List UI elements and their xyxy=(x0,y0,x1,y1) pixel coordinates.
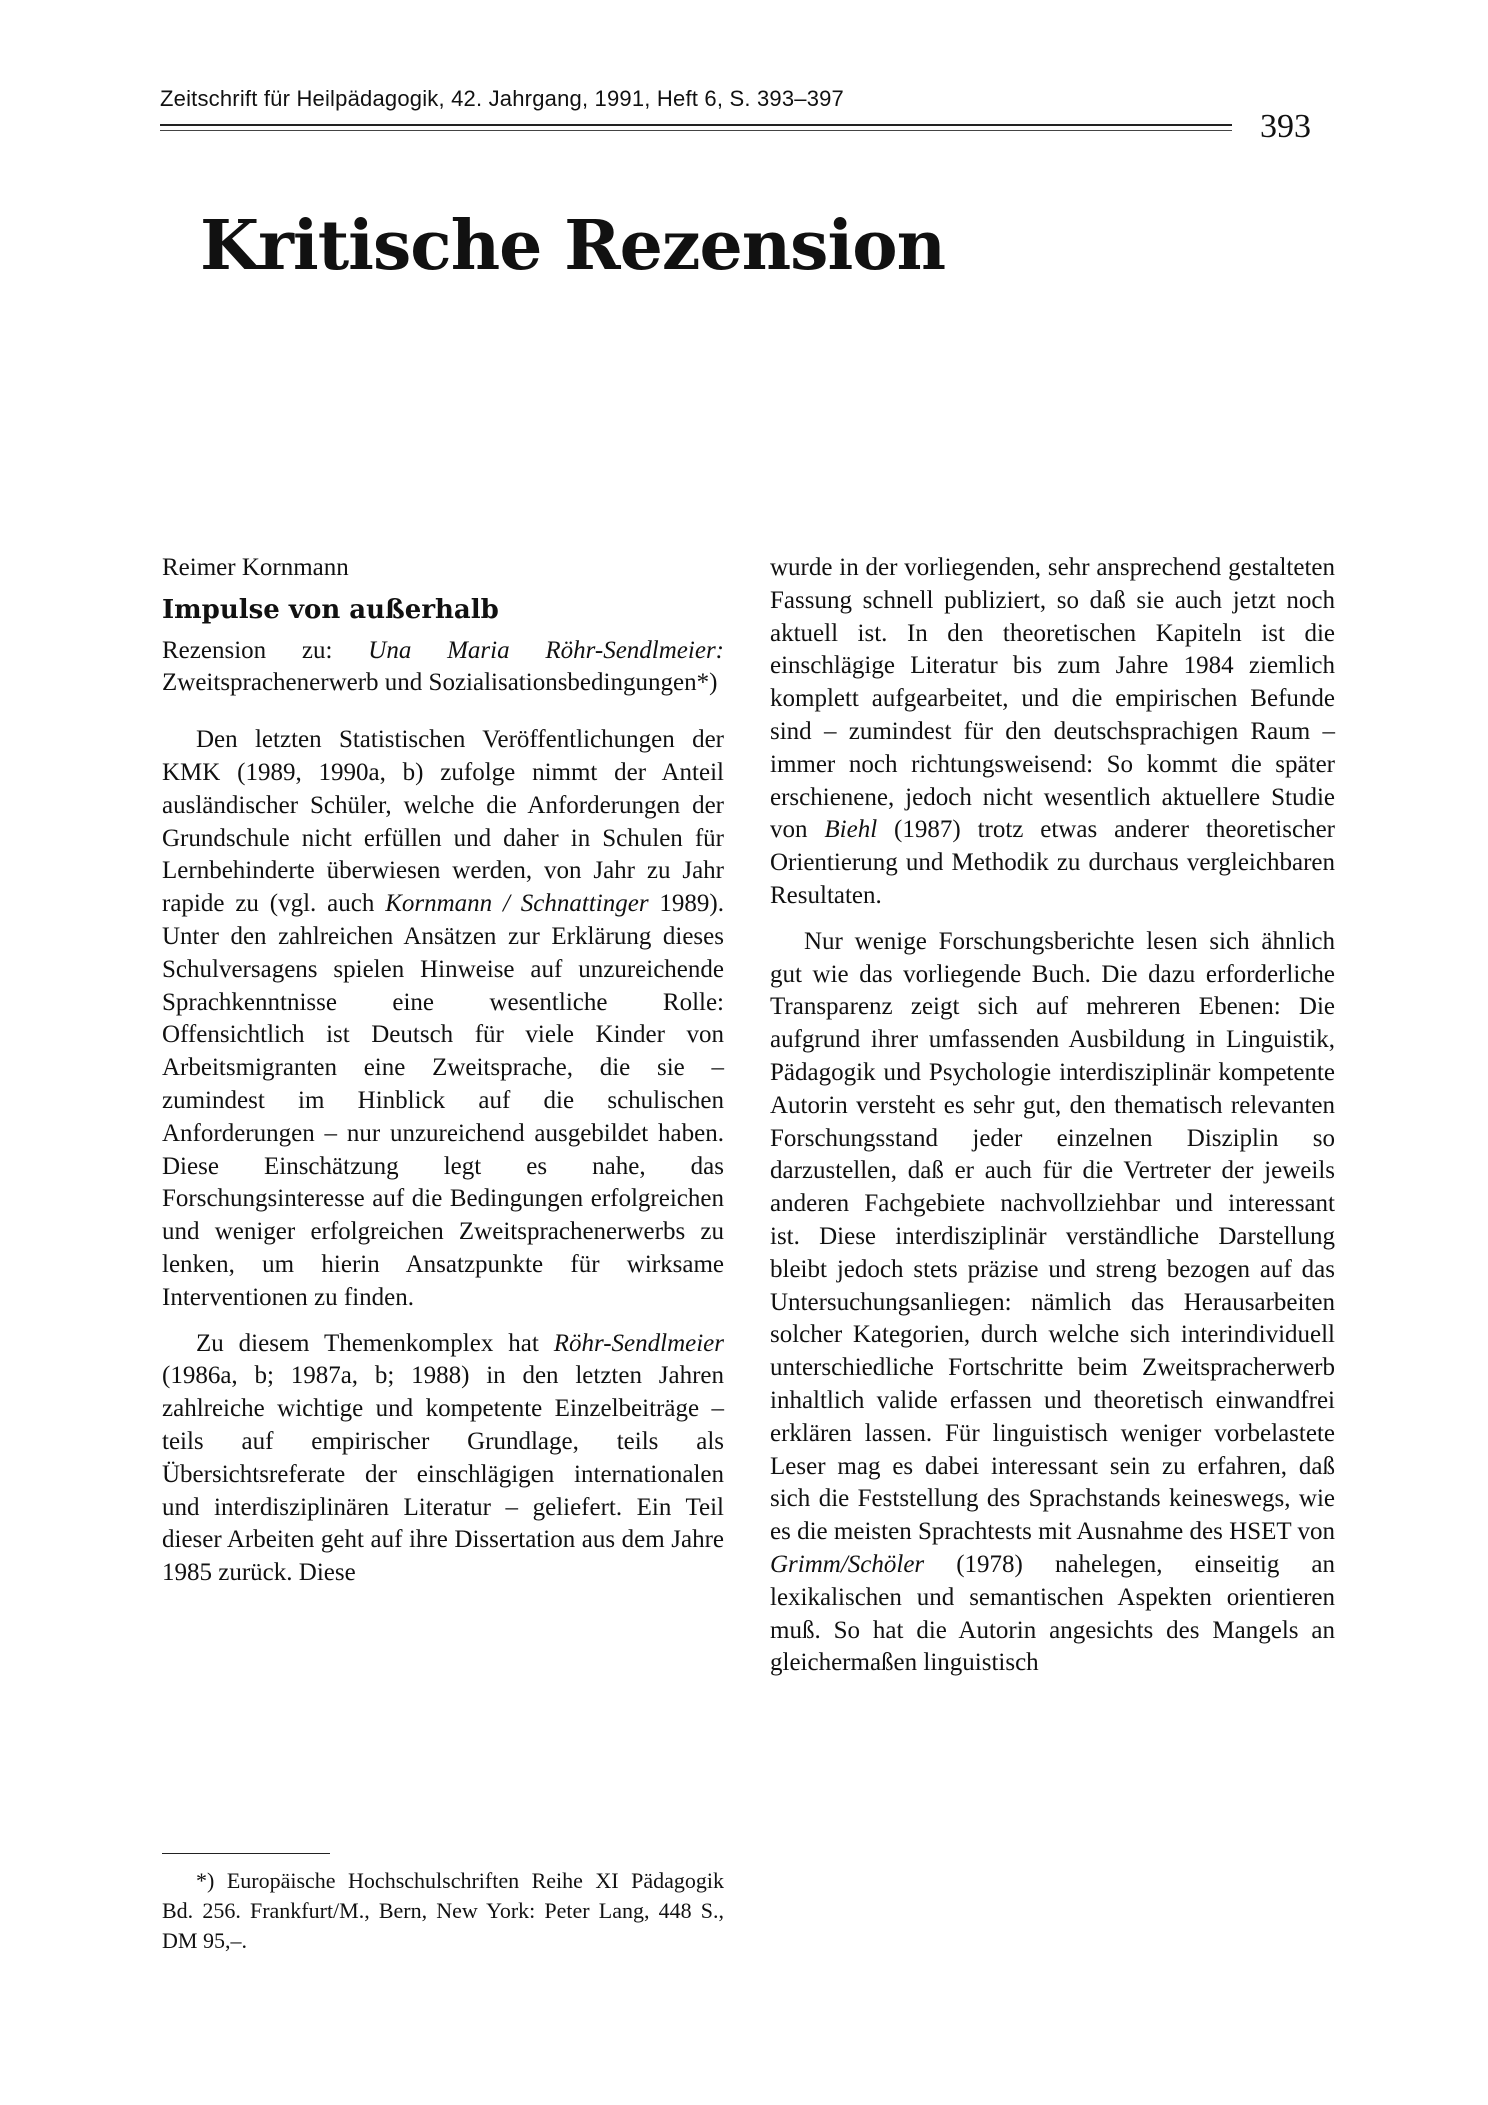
paragraph-left-1 xyxy=(162,724,724,1314)
citation: Grimm/Schöler xyxy=(770,1550,925,1578)
right-column xyxy=(770,552,1335,1693)
reviewed-author: Una Maria Röhr-Sendlmeier: xyxy=(368,636,725,664)
footnote-text: *) Europäische Hochschulschriften Reihe XI Pädagogik Bd. 256. Frankfurt/M., Bern, New York: Peter Lang, 448 S., DM 95,–. xyxy=(162,1868,724,1953)
header-rule-thin xyxy=(160,130,1232,131)
citation: Kornmann / Schnattinger xyxy=(385,890,649,918)
text-run: Den letzten Statistischen Veröffentlichungen der KMK (1989, 1990a, b) zufolge nimmt der Anteil ausländischer Schüler, welche die Anforderungen der Grundschule nicht erfüllen und daher in Schulen für Lernbehinderte überwiesen werden, von Jahr zu Jahr rapide zu (vgl. auch xyxy=(162,726,724,918)
header-rule xyxy=(160,124,1232,126)
reviewed-title: Zweitsprachenerwerb und Sozialisationsbedingungen*) xyxy=(162,669,718,697)
page-number: 393 xyxy=(1260,108,1311,145)
review-subtitle xyxy=(162,635,724,701)
section-title: Kritische Rezension xyxy=(200,206,946,286)
text-run: (1986a, b; 1987a, b; 1988) in den letzten Jahren zahlreiche wichtige und kompetente Einzelbeiträge – teils auf empirischer Grundlage, teils als Übersichtsreferate der einschlägigen internationalen und interdisziplinären Literatur – geliefert. Ein Teil dieser Arbeiten geht auf ihre Dissertation aus dem Jahre 1985 zurück. Diese xyxy=(162,1362,724,1587)
paragraph-right-2 xyxy=(770,926,1335,1680)
text-run: 1989). Unter den zahlreichen Ansätzen zur Erklärung dieses Schulversagens spielen Hinweise auf unzureichende Sprachkenntnisse eine wesentliche Rolle: Offensichtlich ist Deutsch für viele Kinder von Arbeitsmigranten eine Zweitsprache, die sie – zumindest im Hinblick auf die schulischen Anforderungen – nur unzureichend ausgebildet haben. Diese Einschätzung legt es nahe, das Forschungsinteresse auf die Bedingungen erfolgreichen und weniger erfolgreichen Zweitsprachenerwerbs zu lenken, um hierin Ansatzpunkte für wirksame Interventionen zu finden. xyxy=(162,890,724,1311)
footnote xyxy=(162,1866,724,1956)
paragraph-left-2 xyxy=(162,1328,724,1590)
paragraph-right-1 xyxy=(770,552,1335,913)
text-run: Nur wenige Forschungsberichte lesen sich ähnlich gut wie das vorliegende Buch. Die dazu erforderliche Transparenz zeigt sich auf mehreren Ebenen: Die aufgrund ihrer umfassenden Ausbildung in Linguistik, Pädagogik und Psychologie interdisziplinär kompetente Autorin versteht es sehr gut, den thematisch relevanten Forschungsstand jeder einzelnen Disziplin so darzustellen, daß er auch für die Vertreter der jeweils anderen Fachgebiete nachvollziehbar und interessant ist. Diese interdisziplinär verständliche Darstellung bleibt jedoch stets präzise und streng bezogen auf das Untersuchungsanliegen: nämlich das Herausarbeiten solcher Kategorien, durch welche sich interindividuell unterschiedliche Fortschritte beim Zweitspracherwerb inhaltlich valide erfassen und theoretisch einwandfrei erklären lassen. Für linguistisch weniger vorbelastete Leser mag es dabei interessant sein zu erfahren, daß sich die Feststellung des Sprachstands keineswegs, wie es die meisten Sprachtests mit Ausnahme des HSET von xyxy=(770,927,1335,1546)
text-run: (1978) nahelegen, einseitig an lexikalischen und semantischen Aspekten orientieren muß. So hat die Autorin angesichts des Mangels an gleichermaßen linguistisch xyxy=(770,1550,1335,1677)
review-prefix: Rezension zu: xyxy=(162,636,369,664)
text-run: (1987) trotz etwas anderer theoretischer Orientierung und Methodik zu durchaus vergleichbaren Resultaten. xyxy=(770,816,1335,909)
citation: Röhr-Sendlmeier xyxy=(553,1329,724,1357)
article-author: Reimer Kornmann xyxy=(162,554,349,581)
text-run: Zu diesem Themenkomplex hat xyxy=(196,1329,554,1357)
running-head: Zeitschrift für Heilpädagogik, 42. Jahrgang, 1991, Heft 6, S. 393–397 xyxy=(160,86,844,111)
left-column xyxy=(162,552,724,1603)
article-title: Impulse von außerhalb xyxy=(162,594,499,625)
footnote-rule xyxy=(162,1853,330,1854)
text-run: wurde in der vorliegenden, sehr ansprechend gestalteten Fassung schnell publiziert, so daß sie auch jetzt noch aktuell ist. In den theoretischen Kapiteln ist die einschlägige Literatur bis zum Jahre 1984 ziemlich komplett aufgearbeitet, und die empirischen Befunde sind – zumindest für den deutschsprachigen Raum – immer noch richtungsweisend: So kommt die später erschienene, jedoch nicht wesentlich aktuellere Studie von xyxy=(770,554,1335,844)
citation: Biehl xyxy=(824,816,878,844)
